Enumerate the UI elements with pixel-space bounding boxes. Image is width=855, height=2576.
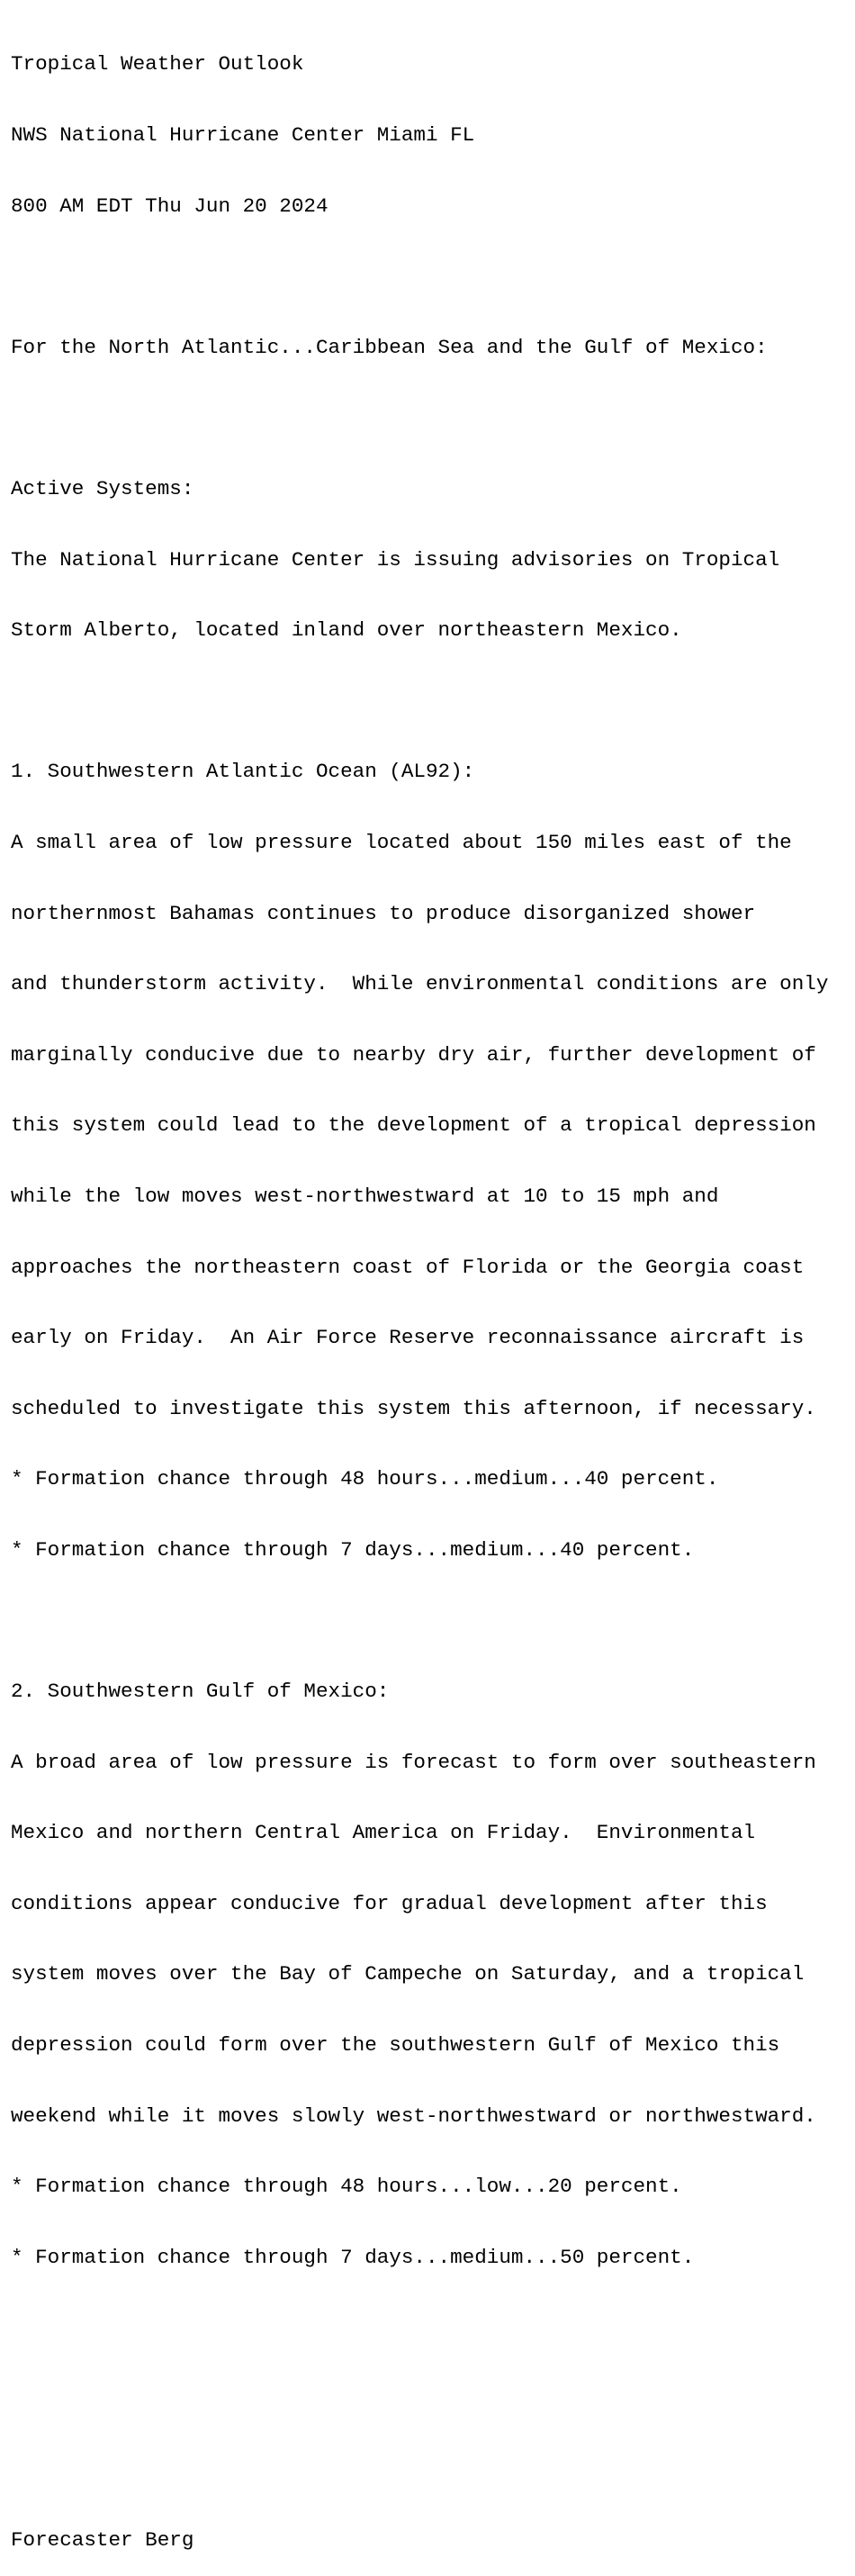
tropical-weather-outlook-text: [11, 5, 828, 2576]
issuing-office: NWS National Hurricane Center Miami FL: [11, 123, 475, 147]
disturbance-1-line: scheduled to investigate this system this afternoon, if necessary.: [11, 1396, 816, 1420]
blank-line: [11, 406, 828, 429]
blank-line: [11, 265, 828, 288]
product-title: Tropical Weather Outlook: [11, 52, 304, 77]
disturbance-2-line: weekend while it moves slowly west-northwestward or northwestward.: [11, 2103, 816, 2128]
active-systems-line: Storm Alberto, located inland over northeastern Mexico.: [11, 618, 682, 643]
disturbance-1-line: early on Friday. An Air Force Reserve reconnaissance aircraft is: [11, 1326, 805, 1350]
disturbance-2-line: system moves over the Bay of Campeche on Saturday, and a tropical: [11, 1962, 805, 1986]
blank-line: [11, 689, 828, 713]
region-statement: For the North Atlantic...Caribbean Sea and the Gulf of Mexico:: [11, 335, 768, 359]
disturbance-2-chance-7d: * Formation chance through 7 days...medium...50 percent.: [11, 2245, 695, 2269]
disturbance-1-chance-7d: * Formation chance through 7 days...medium...40 percent.: [11, 1537, 695, 1562]
blank-line: [11, 1608, 828, 1632]
disturbance-2-line: conditions appear conducive for gradual development after this: [11, 1891, 768, 1915]
disturbance-1-heading: 1. Southwestern Atlantic Ocean (AL92):: [11, 760, 475, 784]
disturbance-1-line: this system could lead to the development of a tropical depression: [11, 1113, 816, 1138]
disturbance-1-line: and thunderstorm activity. While environmental conditions are only: [11, 972, 829, 996]
disturbance-1-chance-48h: * Formation chance through 48 hours...medium...40 percent.: [11, 1467, 719, 1491]
blank-line: [11, 2458, 828, 2481]
blank-line: [11, 2316, 828, 2339]
active-systems-line: The National Hurricane Center is issuing advisories on Tropical: [11, 547, 780, 572]
disturbance-2-line: Mexico and northern Central America on Friday. Environmental: [11, 1821, 756, 1845]
disturbance-1-line: northernmost Bahamas continues to produce disorganized shower: [11, 901, 756, 925]
disturbance-2-chance-48h: * Formation chance through 48 hours...low...20 percent.: [11, 2175, 682, 2199]
disturbance-1-line: while the low moves west-northwestward at 10 to 15 mph and: [11, 1184, 719, 1208]
active-systems-heading: Active Systems:: [11, 476, 194, 500]
blank-line: [11, 2387, 828, 2410]
disturbance-1-line: A small area of low pressure located about 150 miles east of the: [11, 830, 792, 854]
disturbance-2-line: depression could form over the southwestern Gulf of Mexico this: [11, 2033, 780, 2058]
issuance-time: 800 AM EDT Thu Jun 20 2024: [11, 194, 328, 218]
disturbance-2-line: A broad area of low pressure is forecast to form over southeastern: [11, 1750, 816, 1774]
disturbance-1-line: marginally conducive due to nearby dry air, further development of: [11, 1042, 816, 1067]
disturbance-2-heading: 2. Southwestern Gulf of Mexico:: [11, 1680, 390, 1704]
forecaster-signature: Forecaster Berg: [11, 2528, 194, 2553]
disturbance-1-line: approaches the northeastern coast of Florida or the Georgia coast: [11, 1255, 805, 1279]
